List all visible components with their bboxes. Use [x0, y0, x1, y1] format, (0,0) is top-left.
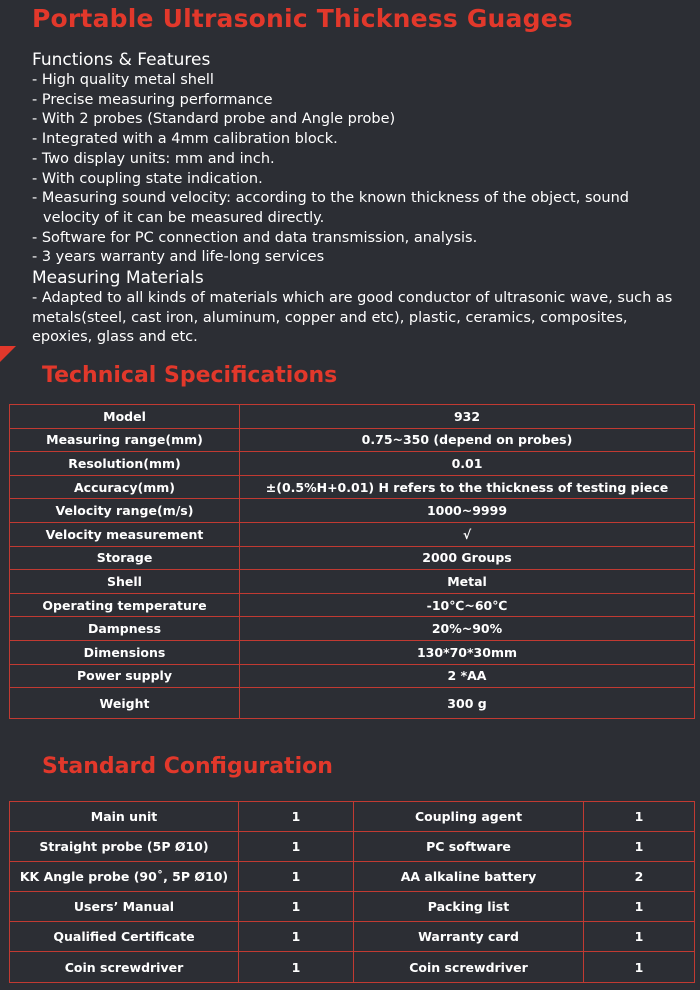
config-qty: 1 — [239, 952, 354, 983]
spec-label: Velocity measurement — [10, 522, 240, 546]
config-qty: 1 — [584, 922, 695, 952]
config-qty: 1 — [584, 832, 695, 862]
spec-label: Operating temperature — [10, 593, 240, 617]
features-section — [32, 50, 692, 348]
feature-item: - Precise measuring performance — [32, 91, 273, 108]
config-item: Users’ Manual — [10, 892, 239, 922]
table-row — [10, 499, 695, 523]
table-row — [10, 892, 695, 922]
config-item: Coin screwdriver — [10, 952, 239, 983]
specs-table — [9, 404, 695, 719]
spec-value: ±(0.5%H+0.01) H refers to the thickness of testing piece — [240, 475, 695, 499]
spec-label: Shell — [10, 570, 240, 594]
spec-label: Power supply — [10, 664, 240, 688]
corner-accent-mark — [0, 346, 16, 362]
spec-value: 130*70*30mm — [240, 640, 695, 664]
feature-item: - 3 years warranty and life-long services — [32, 249, 325, 266]
table-row — [10, 546, 695, 570]
spec-label: Dimensions — [10, 640, 240, 664]
feature-item-continuation: velocity of it can be measured directly. — [43, 209, 325, 226]
config-qty: 1 — [239, 892, 354, 922]
table-row — [10, 428, 695, 452]
table-row — [10, 405, 695, 429]
spec-value: 300 g — [240, 688, 695, 719]
table-row — [10, 862, 695, 892]
spec-label: Velocity range(m/s) — [10, 499, 240, 523]
table-row — [10, 922, 695, 952]
spec-label: Measuring range(mm) — [10, 428, 240, 452]
table-row — [10, 452, 695, 476]
spec-value: 20%~90% — [240, 617, 695, 641]
spec-value: 0.75~350 (depend on probes) — [240, 428, 695, 452]
feature-item: - With coupling state indication. — [32, 170, 263, 187]
spec-value: 2000 Groups — [240, 546, 695, 570]
config-item: AA alkaline battery — [354, 862, 584, 892]
spec-label: Storage — [10, 546, 240, 570]
page-title: Portable Ultrasonic Thickness Guages — [32, 4, 573, 33]
config-item: Warranty card — [354, 922, 584, 952]
spec-value: Metal — [240, 570, 695, 594]
specs-heading: Technical Specifications — [42, 363, 338, 388]
table-row — [10, 617, 695, 641]
spec-label: Model — [10, 405, 240, 429]
spec-label: Dampness — [10, 617, 240, 641]
config-item: Qualified Certificate — [10, 922, 239, 952]
spec-value: √ — [240, 522, 695, 546]
config-qty: 1 — [584, 952, 695, 983]
feature-item: - Measuring sound velocity: according to the known thickness of the object, sound — [32, 190, 629, 207]
config-qty: 2 — [584, 862, 695, 892]
feature-item: - Two display units: mm and inch. — [32, 150, 275, 167]
table-row — [10, 802, 695, 832]
config-qty: 1 — [239, 832, 354, 862]
config-item: Packing list — [354, 892, 584, 922]
config-item: KK Angle probe (90˚, 5P Ø10) — [10, 862, 239, 892]
config-qty: 1 — [584, 892, 695, 922]
table-row — [10, 522, 695, 546]
feature-item: - Software for PC connection and data transmission, analysis. — [32, 229, 478, 246]
spec-label: Accuracy(mm) — [10, 475, 240, 499]
config-item: PC software — [354, 832, 584, 862]
config-qty: 1 — [239, 862, 354, 892]
feature-item: - High quality metal shell — [32, 72, 214, 88]
features-heading: Functions & Features — [32, 50, 211, 70]
table-row — [10, 570, 695, 594]
table-row — [10, 832, 695, 862]
spec-label: Resolution(mm) — [10, 452, 240, 476]
config-qty: 1 — [239, 922, 354, 952]
spec-value: 0.01 — [240, 452, 695, 476]
table-row — [10, 475, 695, 499]
config-item: Straight probe (5P Ø10) — [10, 832, 239, 862]
feature-item: - Integrated with a 4mm calibration block. — [32, 131, 338, 148]
config-item: Coin screwdriver — [354, 952, 584, 983]
table-row — [10, 640, 695, 664]
spec-value: 1000~9999 — [240, 499, 695, 523]
spec-value: -10℃~60℃ — [240, 593, 695, 617]
config-table — [9, 801, 695, 983]
materials-heading: Measuring Materials — [32, 268, 204, 289]
config-qty: 1 — [239, 802, 354, 832]
spec-label: Weight — [10, 688, 240, 719]
config-heading: Standard Configuration — [42, 754, 333, 779]
table-row — [10, 688, 695, 719]
materials-text: - Adapted to all kinds of materials which are good conductor of ultrasonic wave, such as metals(steel, cast iron, aluminum, copper and etc), plastic, ceramics, composites, epoxies, glass and etc. — [32, 290, 673, 346]
config-qty: 1 — [584, 802, 695, 832]
spec-value: 2 *AA — [240, 664, 695, 688]
spec-value: 932 — [240, 405, 695, 429]
feature-item: - With 2 probes (Standard probe and Angle probe) — [32, 111, 396, 128]
table-row — [10, 952, 695, 983]
table-row — [10, 593, 695, 617]
config-item: Main unit — [10, 802, 239, 832]
table-row — [10, 664, 695, 688]
config-item: Coupling agent — [354, 802, 584, 832]
